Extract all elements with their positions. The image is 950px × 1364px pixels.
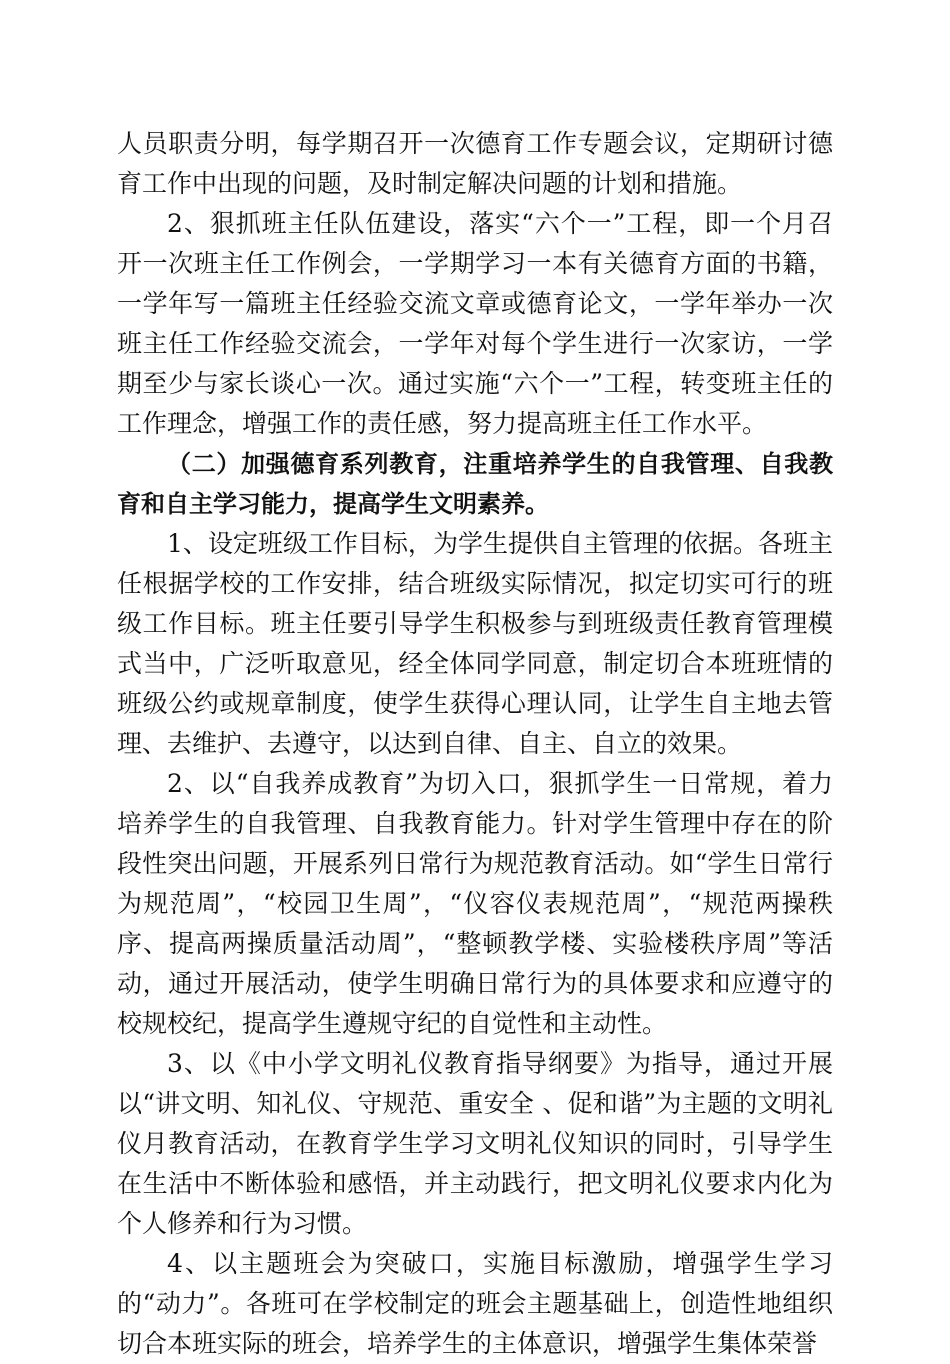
paragraph-item-2-self-education: 2、以“自我养成教育”为切入口，狠抓学生一日常规，着力培养学生的自我管理、自我教育能力。针对学生管理中存在的阶段性突出问题，开展系列日常行为规范教育活动。如“学生日常行为规范周”，“校园卫生周”，“仪容仪表规范周”，“规范两操秩序、提高两操质量活动周”，“整顿教学楼、实验楼秩序周”等活动，通过开展活动，使学生明确日常行为的具体要求和应遵守的校规校纪，提高学生遵规守纪的自觉性和主动性。: [117, 769, 833, 1038]
paragraph-continuation: 人员职责分明，每学期召开一次德育工作专题会议，定期研讨德育工作中出现的问题，及时制定解决问题的计划和措施。: [117, 129, 833, 198]
document-page: [117, 124, 833, 1364]
paragraph-item-3-etiquette: 3、以《中小学文明礼仪教育指导纲要》为指导，通过开展以“讲文明、知礼仪、守规范、重安全 、促和谐”为主题的文明礼仪月教育活动，在教育学生学习文明礼仪知识的同时，引导学生在生活中不断体验和感悟，并主动践行，把文明礼仪要求内化为个人修养和行为习惯。: [117, 1049, 833, 1238]
paragraph-item-2-class-teacher: 2、狠抓班主任队伍建设，落实“六个一”工程，即一个月召开一次班主任工作例会，一学期学习一本有关德育方面的书籍，一学年写一篇班主任经验交流文章或德育论文，一学年举办一次班主任工作经验交流会，一学年对每个学生进行一次家访，一学期至少与家长谈心一次。通过实施“六个一”工程，转变班主任的工作理念，增强工作的责任感，努力提高班主任工作水平。: [117, 209, 833, 438]
paragraph-item-1-class-goals: 1、设定班级工作目标，为学生提供自主管理的依据。各班主任根据学校的工作安排，结合班级实际情况，拟定切实可行的班级工作目标。班主任要引导学生积极参与到班级责任教育管理模式当中，广泛听取意见，经全体同学同意，制定切合本班班情的班级公约或规章制度，使学生获得心理认同，让学生自主地去管理、去维护、去遵守，以达到自律、自主、自立的效果。: [117, 529, 833, 758]
paragraph-item-4-class-meeting: 4、以主题班会为突破口，实施目标激励，增强学生学习的“动力”。各班可在学校制定的班会主题基础上，创造性地组织切合本班实际的班会，培养学生的主体意识，增强学生集体荣誉: [117, 1249, 833, 1358]
section-heading-2: （二）加强德育系列教育，注重培养学生的自我管理、自我教育和自主学习能力，提高学生文明素养。: [117, 450, 833, 518]
